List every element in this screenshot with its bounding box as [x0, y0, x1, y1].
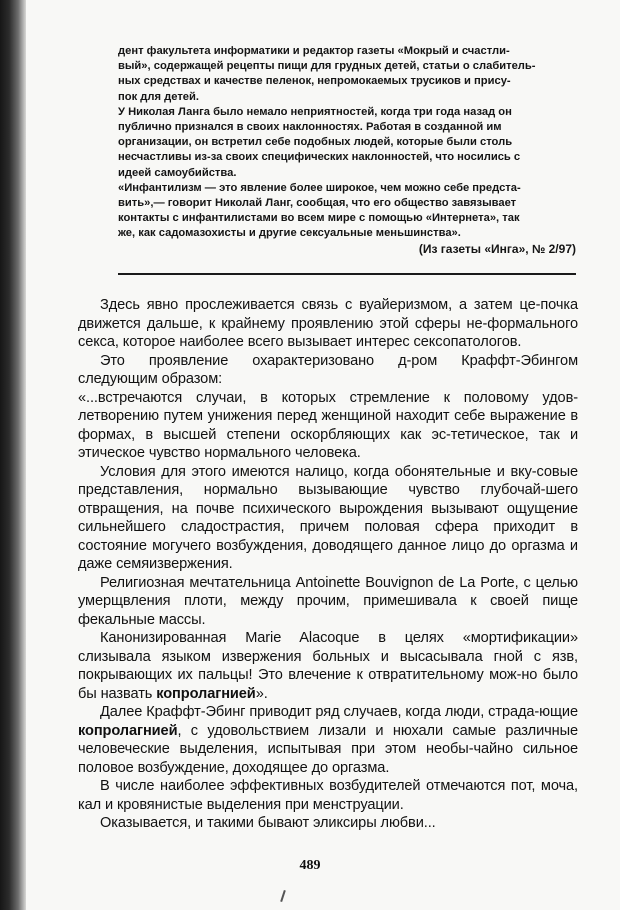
paragraph-7	[78, 703, 578, 777]
quote-line: вый», содержащей рецепты пищи для грудных детей, статьи о слабитель-	[118, 60, 536, 73]
quote-line: У Николая Ланга было немало неприятностей, когда три года назад он	[118, 105, 512, 118]
binding-shadow	[0, 0, 26, 910]
page-number: 489	[299, 858, 321, 873]
paragraph-8: В числе наиболее эффективных возбудителей отмечаются пот, моча, кал и кровянистые выделения при менструации.	[78, 778, 578, 813]
quote-line: контакты с инфантилистами во всем мире с помощью «Интернета», так	[118, 212, 520, 225]
quote-line: ных средствах и качестве пеленок, непромокаемых трусиков и прису-	[118, 75, 511, 88]
paragraph-2: Это проявление охарактеризовано д-ром Краффт-Эбингом следующим образом:	[78, 352, 578, 387]
quote-line: организации, он встретил себе подобных людей, которые были столь	[118, 136, 513, 149]
paragraph-5: Религиозная мечтательница Antoinette Bouvignon de La Porte, с целью умерщвления плоти, между прочим, примешивала к своей пище фекальные массы.	[78, 574, 578, 628]
paragraph-7-text: Далее Краффт-Эбинг приводит ряд случаев, когда люди, страда-ющие	[100, 704, 578, 720]
quote-line: дент факультета информатики и редактор газеты «Мокрый и счастли-	[118, 45, 510, 57]
quote-line: вить»,— говорит Николай Ланг, сообщая, что его общество завязывает	[118, 197, 517, 210]
paragraph-1: Здесь явно прослеживается связь с вуайеризмом, а затем це-почка движется дальше, к крайнему проявлению этой сферы не-формального секса, которое наиболее всего вызывает интерес сексопатологов.	[78, 297, 578, 350]
quote-divider	[118, 273, 576, 275]
quote-line: «Инфантилизм — это явление более широкое, чем можно себе предста-	[118, 181, 521, 194]
paragraph-6-text: Канонизированная Marie Alacoque в целях «мортификации» слизывала языком извержения больных и высасывала гной с язв, покрывающих их пальцы! Это влечение к отвратительному мож-но было бы назвать	[78, 630, 578, 702]
quote-line: же, как садомазохисты и другие сексуальные меньшинства».	[118, 227, 461, 240]
main-text	[78, 296, 578, 833]
paragraph-4: Условия для этого имеются налицо, когда обонятельные и вку-совые представления, нормально вызывающие чувство глубочай-шего отвращения, на почве психического вырождения вызывают ощущение сильнейшего сладострастия, причем половая сфера приходит в состояние могучего возбуждения, доводящего данное лицо до оргазма и даже семяизвержения.	[78, 463, 578, 572]
newspaper-quote	[118, 44, 576, 257]
term-coprolagnia: копролагнией	[156, 685, 256, 702]
term-coprolagnia: копролагнией	[78, 722, 178, 739]
paragraph-6-end: ».	[255, 685, 268, 702]
quote-line: несчастливы из-за своих специфических наклонностей, что носились с	[118, 151, 521, 164]
quote-line: идеей самоубийства.	[118, 166, 237, 179]
paragraph-9: Оказывается, и такими бывают эликсиры любви...	[100, 815, 436, 831]
quote-line: публично признался в своих наклонностях. Работая в созданной им	[118, 121, 502, 134]
quote-line: пок для детей.	[118, 90, 200, 103]
quote-source: (Из газеты «Инга», № 2/97)	[418, 241, 576, 256]
stray-mark	[280, 890, 286, 902]
paragraph-7-end: , с удовольствием лизали и нюхали самые различные человеческие выделения, испытывая при этом необы-чайно сильное половое возбуждение, доходящее до оргазма.	[78, 722, 578, 776]
paragraph-6	[78, 629, 578, 703]
paragraph-3: «...встречаются случаи, в которых стремление к половому удов-летворению путем унижения перед женщиной находит себе выражение в формах, в высшей степени оскорбляющих как эс-тетическое, так и этическое чувство нормального человека.	[78, 389, 578, 461]
